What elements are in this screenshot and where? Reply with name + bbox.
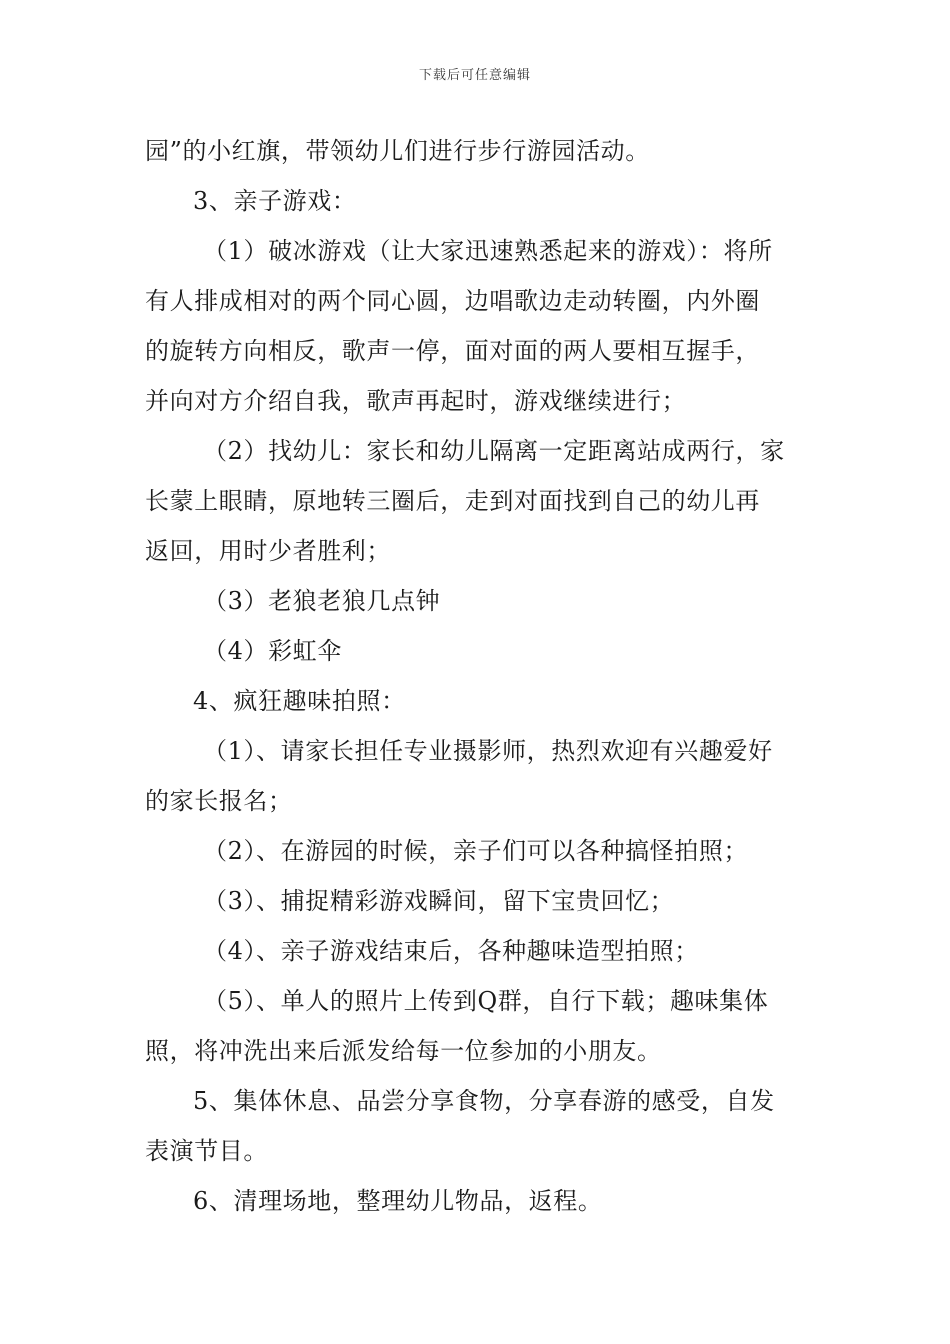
text-line: 照，将冲洗出来后派发给每一位参加的小朋友。: [145, 1037, 662, 1065]
text-line: 3、亲子游戏：: [193, 187, 357, 215]
text-line: （1）破冰游戏（让大家迅速熟悉起来的游戏）：将所: [203, 237, 773, 265]
body-text: [145, 126, 810, 1226]
text-line: 的家长报名；: [145, 787, 293, 815]
text-line: （1）、请家长担任专业摄影师，热烈欢迎有兴趣爱好: [203, 737, 773, 765]
text-line: 有人排成相对的两个同心圆，边唱歌边走动转圈，内外圈: [145, 287, 760, 315]
text-line: （5）、单人的照片上传到Q群，自行下载；趣味集体: [203, 987, 769, 1015]
text-line: 并向对方介绍自我，歌声再起时，游戏继续进行；: [145, 387, 687, 415]
text-line: （4）彩虹伞: [203, 637, 342, 665]
text-line: 返回，用时少者胜利；: [145, 537, 391, 565]
text-line: 园”的小红旗，带领幼儿们进行步行游园活动。: [145, 137, 650, 165]
text-line: （2）、在游园的时候，亲子们可以各种搞怪拍照；: [203, 837, 749, 865]
text-line: 6、清理场地，整理幼儿物品，返程。: [193, 1187, 603, 1215]
text-line: 5、集体休息、品尝分享食物，分享春游的感受，自发: [193, 1087, 775, 1115]
text-line: 表演节目。: [145, 1137, 268, 1165]
text-line: （4）、亲子游戏结束后，各种趣味造型拍照；: [203, 937, 699, 965]
text-line: 长蒙上眼睛，原地转三圈后，走到对面找到自己的幼儿再: [145, 487, 760, 515]
text-line: 4、疯狂趣味拍照：: [193, 687, 406, 715]
page-header: 下载后可任意编辑: [418, 68, 531, 83]
text-line: （2）找幼儿：家长和幼儿隔离一定距离站成两行，家: [203, 437, 785, 465]
text-line: （3）老狼老狼几点钟: [203, 587, 441, 615]
text-line: （3）、捕捉精彩游戏瞬间，留下宝贵回忆；: [203, 887, 675, 915]
text-line: 的旋转方向相反，歌声一停，面对面的两人要相互握手，: [145, 337, 760, 365]
